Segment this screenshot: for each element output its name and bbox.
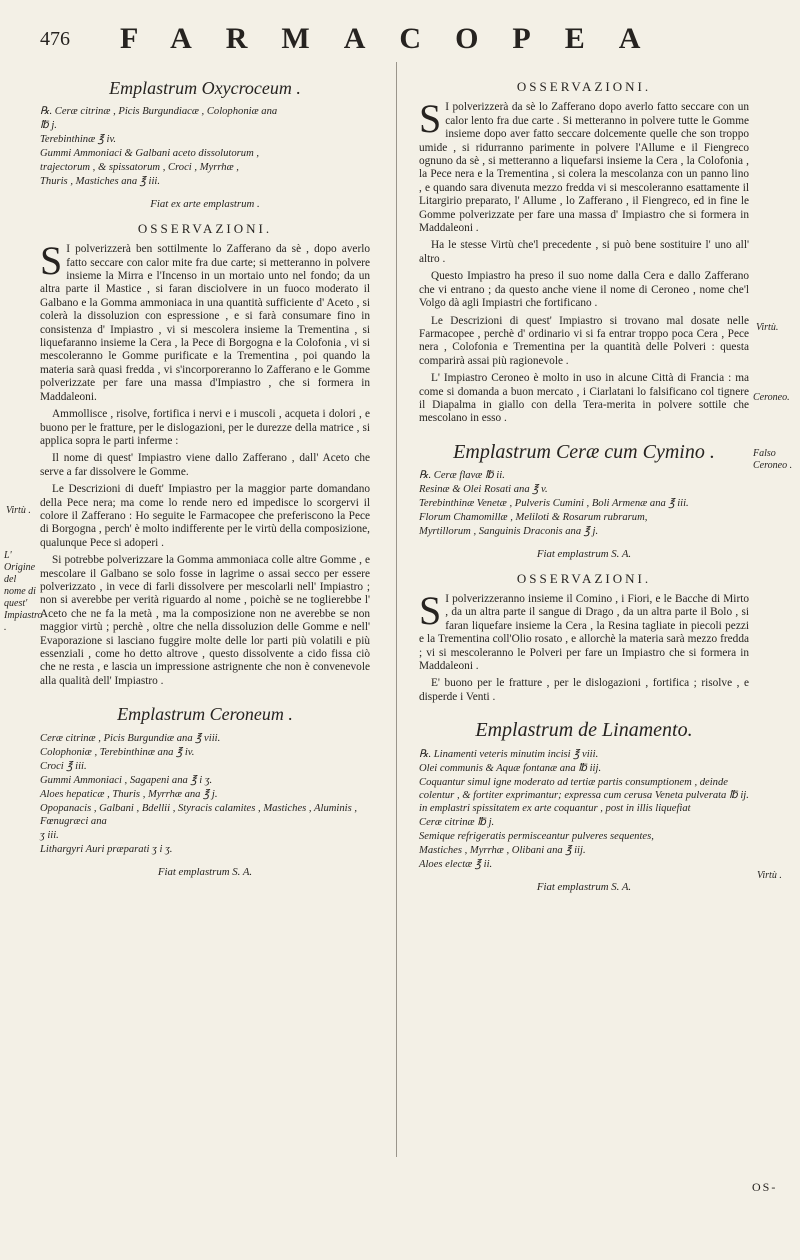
- section-title-cymino: Emplastrum Ceræ cum Cymino .: [453, 440, 715, 463]
- recipe-line: Florum Chamomillæ , Meliloti & Rosarum rubrarum,: [419, 512, 648, 524]
- drop-cap: S: [40, 238, 63, 284]
- paragraph: E' buono per le fratture , per le dislogazioni , fortifica ; risolve , e disperde i Venti .: [419, 677, 749, 703]
- page-number: 476: [40, 28, 70, 50]
- recipe-line: Ceræ citrinæ ℔ j.: [419, 816, 495, 828]
- recipe-oxycroceum: [40, 105, 370, 188]
- paragraph: Si potrebbe polverizzare la Gomma ammoniaca colle altre Gomme , e mescolare il Galbano se solo fosse in lagrime o assai secco per essere polverizzato , in vece di farli dissolvere per mescolarli nell' Impiastro ; non si averebbe per verità riguardo al nome , poichè se ne toglierebbe l' Aceto che ne fa la metà , ma la composizione non ne averebbe se non maggior virtù ; perchè , oltre che nella dissoluzion delle Gomme e nell' Evaporazione si lasciano fuggire molte delle lor parti più volatili e più essenziali , come ho detto altrove , questo dissolvente a cido fissa ciò che ne resta , e lascia un impressione astrignente che non è convenevole alla qualità dell' Impiastro .: [40, 554, 370, 687]
- recipe-ceroneum: [40, 732, 370, 856]
- fiat-line: Fiat ex arte emplastrum .: [150, 198, 260, 211]
- recipe-line: Resinæ & Olei Rosati ana ℥ v.: [419, 484, 548, 496]
- paragraph: S I polverizzerà ben sottilmente lo Zafferano da sè , dopo averlo fatto seccare con calor mite fra due carte; si metteranno in polvere insieme la Mirra e l'Incenso in un mortaio unto nel fondo; da un altra parte il Mastice , si faran disciolvere in un fuoco moderato il Galbano e la Gomma ammoniaca in una quantità sufficiente d' Aceto , si colerà la dissoluzion con espressione , e si farà consumare fino in consistenza d' Impiastro , vi si mescolera insieme la Trementina , si liquefaranno insieme la Cera , la Pece di Borgogna e la Colofonia , vi si mescoleranno le Gomme purificate e la Trementina , poi quando la materia sarà quasi fredda , vi s'incorporeranno lo Zafferano e le Gomme polverizzate per fare una massa d'Impiastro , che si formera in Maddaleoni.: [40, 238, 370, 403]
- section-title-oxycroceum: Emplastrum Oxycroceum .: [109, 78, 301, 98]
- page-title: FARMACOPEA: [120, 22, 675, 55]
- section-title-linamento: Emplastrum de Linamento.: [475, 719, 693, 742]
- recipe-line: ʒ iii.: [40, 829, 59, 841]
- recipe-line: ℞. Linamenti veteris minutim incisi ℥ viii.: [419, 748, 599, 760]
- paragraph: Ha le stesse Virtù che'l precedente , si può bene sostituire l' uno all' altro .: [419, 239, 749, 265]
- recipe-line: Terebinthinæ Venetæ , Pulveris Cumini , Boli Armenæ ana ℥ iii.: [419, 498, 689, 510]
- paragraph: S I polverizzeranno insieme il Comino , i Fiori, e le Bacche di Mirto , da un altra parte il sangue di Drago , da un altra parte il Bolo , si faran liquefare insieme la Cera , la Resina tagliate in piecoli pezzi e la Trementina coll'Olio rosato , e allorchè la materia sarà mezzo fredda ; vi si mescoleranno le Polveri per fare un Impiastro che si formera in Maddaleoni .: [419, 587, 749, 672]
- recipe-line: Ceræ citrinæ , Picis Burgundiæ ana ℥ viii.: [40, 732, 221, 744]
- fiat-line: Fiat emplastrum S. A.: [536, 880, 632, 893]
- margin-note-virtu: Virtù .: [757, 870, 782, 881]
- recipe-linamento: [419, 748, 749, 871]
- margin-note-virtu: Virtù.: [756, 322, 779, 333]
- margin-note-virtu: Virtù .: [6, 505, 31, 516]
- recipe-line: Myrtillorum , Sanguinis Draconis ana ℥ j.: [419, 526, 599, 538]
- recipe-line: ℞. Ceræ flavæ ℔ ii.: [419, 470, 505, 482]
- recipe-line: Colophoniæ , Terebinthinæ ana ℥ iv.: [40, 746, 195, 758]
- recipe-line: Olei communis & Aquæ fontanæ ana ℔ iij.: [419, 762, 602, 774]
- recipe-line: Aloes hepaticæ , Thuris , Myrrhæ ana ℥ j.: [40, 788, 218, 800]
- paragraph: Il nome di quest' Impiastro viene dallo Zafferano , dall' Aceto che serve a far dissolvere le Gomme.: [40, 452, 370, 478]
- paragraph: S I polverizzerà da sè lo Zafferano dopo averlo fatto seccare con un calor lento fra due carte . Si metteranno in polvere tutte le Gomme insieme dopo aver fatto seccare dolcemente quelle che son troppo umide , si ridurranno parimente in polvere l'Allume e il Fiengreco ognuno da sè , si metteranno a liquefarsi insieme la Cera , la Colofonia , la Pece nera e la Trementina , si colera la mescolanza con un panno lino , e quando sara divenuta mezzo fredda vi si mescoleranno esattamente il Litargirio preparato, l' Allume , lo Zafferano , il Fiengreco, ed in fine le Gomme polverizzate per fare una massa d' Impiastro che si formera in Maddaleoni .: [419, 96, 749, 235]
- catchword: OS-: [752, 1180, 778, 1194]
- recipe-line: Mastiches , Myrrhæ , Olibani ana ℥ iij.: [419, 844, 586, 856]
- paragraph: L' Impiastro Ceroneo è molto in uso in alcune Città di Francia : ma come si domanda a buon mercato , i Ciarlatani lo falsificano col tignere il Diapalma in giallo con della Tera-merita in polvere sottile che mescolano in esso .: [419, 372, 749, 425]
- drop-cap: S: [419, 587, 442, 633]
- recipe-line: Thuris , Mastiches ana ℥ iii.: [40, 176, 161, 188]
- recipe-line: ℞. Ceræ citrinæ , Picis Burgundiacæ , Colophoniæ ana: [40, 106, 278, 118]
- recipe-line: Coquantur simul igne moderato ad tertiæ partis consumptionem , deinde colentur , & fortiter exprimantur; expressa cum cerusa Veneta pulverata ℔ ij. in emplastri spissitatem ex arte coquantur , post in illis liquefiat: [419, 776, 749, 814]
- recipe-cymino: [419, 469, 749, 538]
- recipe-line: Semique refrigeratis permisceantur pulveres sequentes,: [419, 830, 654, 842]
- drop-cap: S: [419, 96, 442, 142]
- recipe-line: Aloes electæ ℥ ii.: [419, 858, 493, 870]
- column-divider: [396, 62, 397, 1157]
- recipe-line: trajectorum , & spissatorum , Croci , Myrrhæ ,: [40, 162, 239, 174]
- observations-heading: OSSERVAZIONI.: [137, 220, 273, 236]
- observations-heading: OSSERVAZIONI.: [516, 570, 652, 586]
- recipe-line: Terebinthinæ ℥ iv.: [40, 134, 117, 146]
- paragraph: Le Descrizioni di dueft' Impiastro per la maggior parte domandano della Pece nera; ma come lo rende nero ed impedisce lo scorgervi il colore il Zafferano : Ho seguite le Farmacopee che preferiscono la Pece di Borgogna , perch' è molto indifferente per le virtù della composizione, qualunque Pece si adoperi .: [40, 483, 370, 549]
- margin-note-origine: L' Origine del nome di quest' Impiastro .: [4, 550, 43, 633]
- left-column: [40, 62, 370, 889]
- recipe-line: Lithargyri Auri præparati ʒ i ʒ.: [40, 843, 173, 855]
- margin-note-ceroneo: Ceroneo.: [753, 392, 790, 403]
- section-title-ceroneum: Emplastrum Ceroneum .: [117, 704, 293, 725]
- fiat-line: Fiat emplastrum S. A.: [536, 548, 632, 561]
- margin-note-falso-ceroneo: Falso Ceroneo .: [753, 448, 793, 471]
- recipe-line: Gummi Ammoniaci & Galbani aceto dissolutorum ,: [40, 148, 260, 160]
- observations-heading: OSSERVAZIONI.: [516, 79, 652, 94]
- recipe-line: Croci ℥ iii.: [40, 760, 87, 772]
- recipe-line: Opopanacis , Galbani , Bdellii , Styracis calamites , Mastiches , Aluminis , Fœnugræci ana: [40, 802, 358, 827]
- fiat-line: Fiat emplastrum S. A.: [157, 865, 253, 878]
- paragraph: Questo Impiastro ha preso il suo nome dalla Cera e dallo Zafferano che vi entrano ; da questo anche viene il nome di Ceroneo , nome che'l Volgo dà agli Impiastri che fortificano .: [419, 270, 749, 310]
- paragraph: Ammollisce , risolve, fortifica i nervi e i muscoli , acqueta i dolori , e buono per le fratture, per le dislogazioni, per le durezze della matrice , si applica sopra le parti inferme :: [40, 408, 370, 447]
- right-column: [419, 62, 749, 904]
- running-header: [40, 22, 770, 62]
- paragraph: Le Descrizioni di quest' Impiastro si trovano mal dosate nelle Farmacopee , perchè d' ordinario vi si fa entrar troppo poca Cera , Pece nera , Colofonia e Trementina per la quantità delle Polveri : questa comparirà assai più ragionevole .: [419, 314, 749, 367]
- recipe-line: Gummi Ammoniaci , Sagapeni ana ℥ i ʒ.: [40, 774, 213, 786]
- recipe-line: ℔ j.: [40, 120, 57, 132]
